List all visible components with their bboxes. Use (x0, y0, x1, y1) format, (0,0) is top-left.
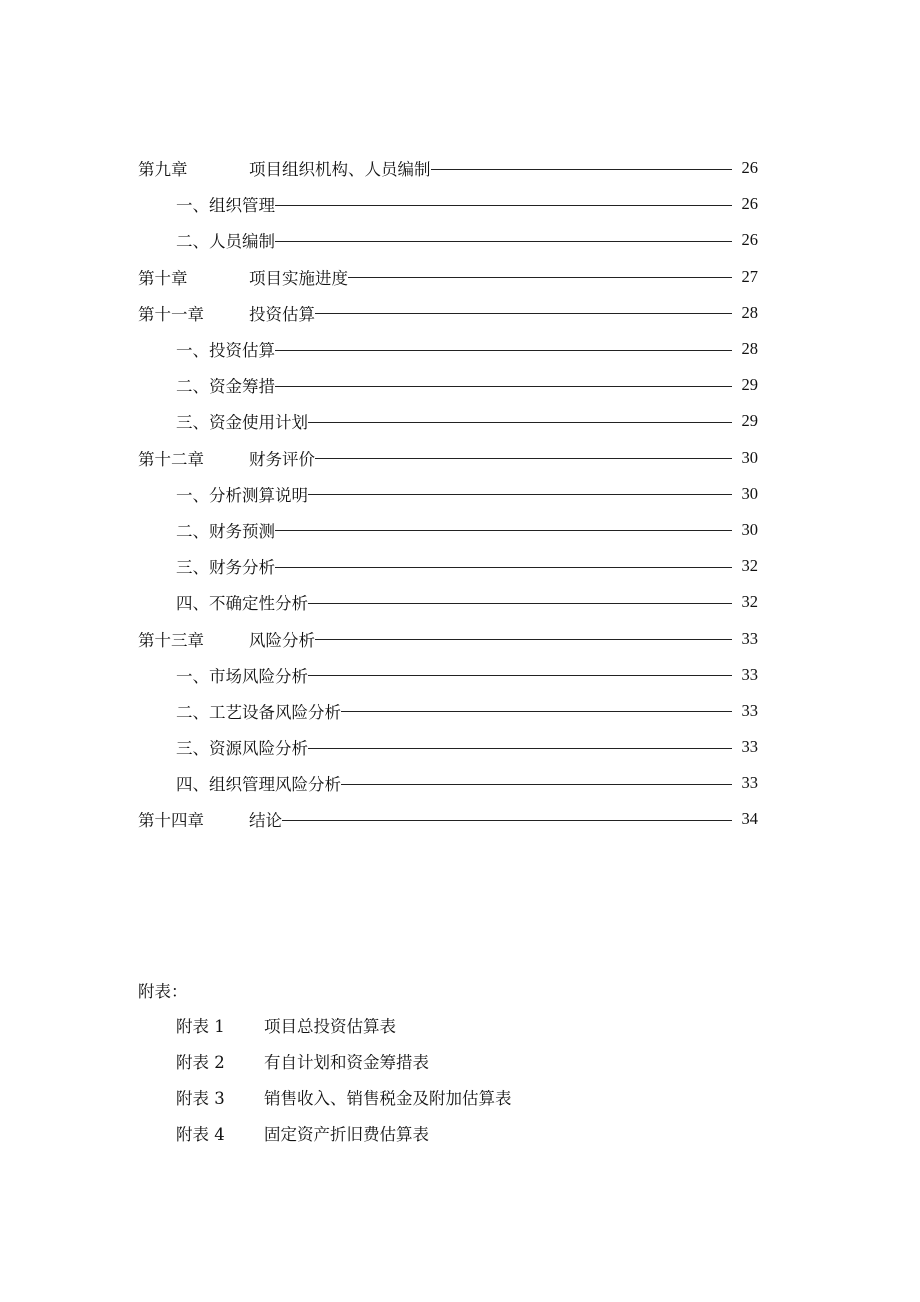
toc-entry-title: 二、工艺设备风险分析 (176, 702, 341, 722)
toc-chapter-number: 第九章 (138, 160, 188, 180)
toc-entry-title: 三、财务分析 (176, 558, 275, 578)
toc-entry-title: 一、分析测算说明 (176, 485, 308, 505)
toc-page-number: 33 (741, 664, 758, 684)
toc-leader-line (275, 386, 732, 387)
toc-page-number: 29 (741, 411, 758, 431)
toc-page-number: 26 (741, 194, 758, 214)
toc-entry-title: 财务评价 (249, 449, 315, 469)
toc-page-number: 32 (741, 592, 758, 612)
toc-leader-line (341, 711, 732, 712)
toc-section-row[interactable] (138, 657, 758, 693)
toc-leader-line (308, 603, 732, 604)
toc-page-number: 30 (741, 483, 758, 503)
toc-page-number: 28 (741, 302, 758, 322)
appendix-heading: 附表： (138, 982, 188, 1001)
toc-chapter-number: 第十二章 (138, 449, 204, 469)
toc-entry-title: 投资估算 (249, 304, 315, 324)
toc-section-row[interactable] (138, 512, 758, 548)
appendix-list (138, 975, 512, 1153)
toc-entry-title: 一、投资估算 (176, 341, 275, 361)
appendix-item[interactable] (138, 1117, 512, 1153)
table-of-contents (138, 150, 758, 838)
appendix-item-title: 项目总投资估算表 (264, 1017, 396, 1036)
toc-page-number: 27 (741, 266, 758, 286)
toc-leader-line (275, 530, 732, 531)
appendix-item-title: 固定资产折旧费估算表 (264, 1125, 429, 1144)
toc-leader-line (348, 277, 732, 278)
toc-section-row[interactable] (138, 584, 758, 620)
toc-chapter-row[interactable] (138, 440, 758, 476)
appendix-item-label: 附表 4 (176, 1125, 225, 1144)
toc-section-row[interactable] (138, 765, 758, 801)
toc-page-number: 33 (741, 700, 758, 720)
toc-leader-line (275, 350, 732, 351)
toc-entry-title: 二、财务预测 (176, 521, 275, 541)
toc-entry-title: 结论 (249, 811, 282, 831)
toc-section-row[interactable] (138, 186, 758, 222)
toc-chapter-number: 第十四章 (138, 811, 204, 831)
toc-entry-title: 四、不确定性分析 (176, 594, 308, 614)
toc-leader-line (282, 820, 732, 821)
toc-page-number: 33 (741, 628, 758, 648)
toc-leader-line (315, 313, 732, 314)
toc-section-row[interactable] (138, 403, 758, 439)
toc-chapter-row[interactable] (138, 150, 758, 186)
toc-page-number: 26 (741, 230, 758, 250)
toc-chapter-row[interactable] (138, 801, 758, 837)
toc-section-row[interactable] (138, 693, 758, 729)
appendix-item-label: 附表 2 (176, 1053, 225, 1072)
appendix-item[interactable] (138, 1009, 512, 1045)
toc-leader-line (315, 639, 732, 640)
appendix-item-label: 附表 3 (176, 1089, 225, 1108)
toc-page-number: 34 (741, 809, 758, 829)
appendix-item[interactable] (138, 1045, 512, 1081)
appendix-item-label: 附表 1 (176, 1017, 225, 1036)
toc-entry-title: 二、人员编制 (176, 232, 275, 252)
toc-entry-title: 一、市场风险分析 (176, 666, 308, 686)
toc-section-row[interactable] (138, 331, 758, 367)
toc-section-row[interactable] (138, 476, 758, 512)
appendix-item-title: 有自计划和资金筹措表 (264, 1053, 429, 1072)
toc-page-number: 29 (741, 375, 758, 395)
appendix-item[interactable] (138, 1081, 512, 1117)
toc-leader-line (308, 675, 732, 676)
toc-chapter-number: 第十一章 (138, 304, 204, 324)
toc-leader-line (315, 458, 732, 459)
toc-page-number: 32 (741, 556, 758, 576)
toc-leader-line (308, 748, 732, 749)
toc-page-number: 26 (741, 158, 758, 178)
toc-page-number: 30 (741, 519, 758, 539)
toc-section-row[interactable] (138, 222, 758, 258)
toc-section-row[interactable] (138, 548, 758, 584)
toc-entry-title: 项目组织机构、人员编制 (249, 160, 431, 180)
toc-page-number: 30 (741, 447, 758, 467)
appendix-item-title: 销售收入、销售税金及附加估算表 (264, 1089, 512, 1108)
toc-page-number: 28 (741, 339, 758, 359)
toc-entry-title: 项目实施进度 (249, 268, 348, 288)
toc-chapter-number: 第十三章 (138, 630, 204, 650)
toc-page-number: 33 (741, 773, 758, 793)
toc-leader-line (275, 205, 732, 206)
toc-entry-title: 三、资源风险分析 (176, 739, 308, 759)
toc-entry-title: 风险分析 (249, 630, 315, 650)
toc-entry-title: 四、组织管理风险分析 (176, 775, 341, 795)
toc-section-row[interactable] (138, 729, 758, 765)
toc-entry-title: 三、资金使用计划 (176, 413, 308, 433)
toc-leader-line (341, 784, 732, 785)
toc-page-number: 33 (741, 737, 758, 757)
toc-leader-line (308, 494, 732, 495)
toc-leader-line (275, 567, 732, 568)
toc-entry-title: 二、资金筹措 (176, 377, 275, 397)
toc-leader-line (308, 422, 732, 423)
toc-chapter-row[interactable] (138, 620, 758, 656)
toc-chapter-number: 第十章 (138, 268, 188, 288)
toc-leader-line (275, 241, 732, 242)
toc-leader-line (431, 169, 733, 170)
toc-section-row[interactable] (138, 367, 758, 403)
toc-entry-title: 一、组织管理 (176, 196, 275, 216)
toc-chapter-row[interactable] (138, 259, 758, 295)
toc-chapter-row[interactable] (138, 295, 758, 331)
